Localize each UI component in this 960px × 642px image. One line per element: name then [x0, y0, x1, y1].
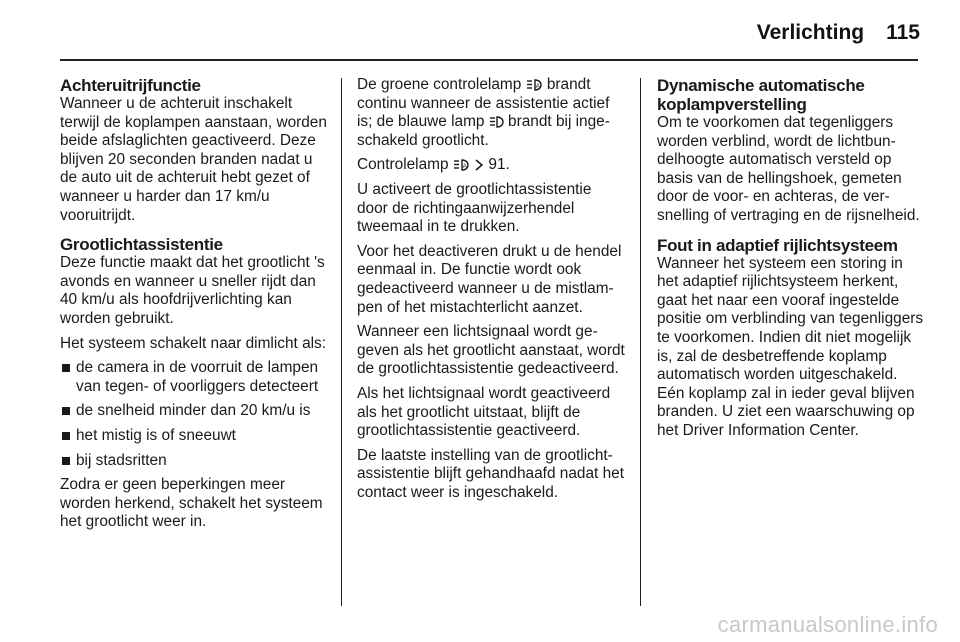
section-reverse-function	[60, 76, 328, 225]
paragraph: U activeert de grootlichtassistentie door de richtingaanwijzerhendel tweemaal in te drukken.	[357, 180, 592, 236]
high-beam-icon	[489, 115, 504, 129]
high-beam-assist-icon	[453, 158, 470, 172]
paragraph: De laatste instelling van de grootlichtassistentie blijft gehandhaafd nadat het contact weer is ingeschakeld.	[357, 446, 624, 501]
bullet-icon	[62, 457, 70, 465]
header-divider	[60, 59, 918, 61]
section-heading: Dynamische automatische koplampverstelling	[657, 76, 865, 114]
section-dynamic-leveling	[657, 76, 925, 226]
bullet-icon	[62, 364, 70, 372]
section-afl-fault	[657, 236, 925, 441]
column-divider-2	[640, 78, 641, 606]
page-header	[757, 18, 920, 48]
paragraph: Voor het deactiveren drukt u de hendel eenmaal in. De functie wordt ook gedeactiveerd wanneer u de mistlampen of het mistachterlicht aanzet.	[357, 242, 622, 316]
column-right	[657, 76, 925, 447]
chapter-title: Verlichting	[756, 21, 865, 44]
section-heading: Grootlichtassistentie	[60, 235, 223, 255]
bullet-icon	[62, 432, 70, 440]
column-divider-1	[341, 78, 342, 606]
paragraph: Wanneer het systeem een storing in het adaptief rijlichtsysteem herkent, gaat het naar een vooraf ingestelde positie om verblinding van tegenliggers te voorkomen. Indien dit niet mogelijk is, zal de desbetreffende koplamp automatisch worden uitgeschakeld. Eén koplamp zal in ieder geval blijven branden. U ziet een waarschuwing op het Driver Information Center.	[657, 254, 924, 439]
column-middle	[357, 76, 625, 508]
page-number: 115	[886, 21, 920, 44]
list-item: de snelheid minder dan 20 km/u is	[60, 402, 328, 421]
list-item: bij stadsritten	[60, 452, 328, 471]
list-item: de camera in de voorruit de lampen van tegen- of voorliggers detecteert	[60, 359, 328, 396]
section-heading: Fout in adaptief rijlichtsysteem	[657, 235, 898, 255]
svg-text:A: A	[535, 82, 540, 90]
paragraph: Als het lichtsignaal wordt geactiveerd als het grootlicht uitstaat, blijft de grootlichtassistentie geactiveerd.	[357, 384, 611, 440]
condition-list	[60, 359, 328, 470]
paragraph: Deze functie maakt dat het grootlicht 's avonds en wanneer u sneller rijdt dan 40 km/u als hoofdrijverlichting kan worden gebruikt.	[60, 254, 325, 327]
svg-text:A: A	[462, 163, 467, 171]
list-item: het mistig is of sneeuwt	[60, 427, 328, 446]
section-heading: Achteruitrijfunctie	[60, 76, 201, 95]
paragraph: Het systeem schakelt naar dimlicht als:	[60, 334, 327, 352]
high-beam-assist-icon	[526, 78, 543, 92]
watermark: carmanualsonline.info	[717, 612, 938, 637]
paragraph: De groene controlelamp A brandt continu wanneer de assistentie actief is; de blauwe lamp brandt bij ingeschakeld grootlicht.	[357, 76, 610, 149]
bullet-icon	[62, 407, 70, 415]
paragraph: Wanneer u de achteruit inschakelt terwijl de koplampen aanstaan, worden beide afslaglichten geactiveerd. Deze blijven 20 seconden branden nadat u de auto uit de achteruit hebt gezet of wanneer u harder dan 17 km/u vooruitrijdt.	[60, 95, 327, 224]
paragraph: Om te voorkomen dat tegenliggers worden verblind, wordt de lichtbundelhoogte automatisch versteld op basis van de hellingshoek, gemeten door de voor- en achteras, de versnelling of vertraging en de rijsnelheid.	[657, 114, 920, 224]
page-reference-arrow-icon	[474, 158, 484, 172]
paragraph: Wanneer een lichtsignaal wordt gegeven als het grootlicht aanstaat, wordt de grootlichtassistentie gedeactiveerd.	[357, 323, 625, 378]
column-left	[60, 76, 328, 538]
section-high-beam-assist	[60, 235, 328, 532]
paragraph: Controlelamp A 91.	[357, 156, 510, 174]
paragraph: Zodra er geen beperkingen meer worden herkend, schakelt het systeem het grootlicht weer in.	[60, 476, 323, 531]
